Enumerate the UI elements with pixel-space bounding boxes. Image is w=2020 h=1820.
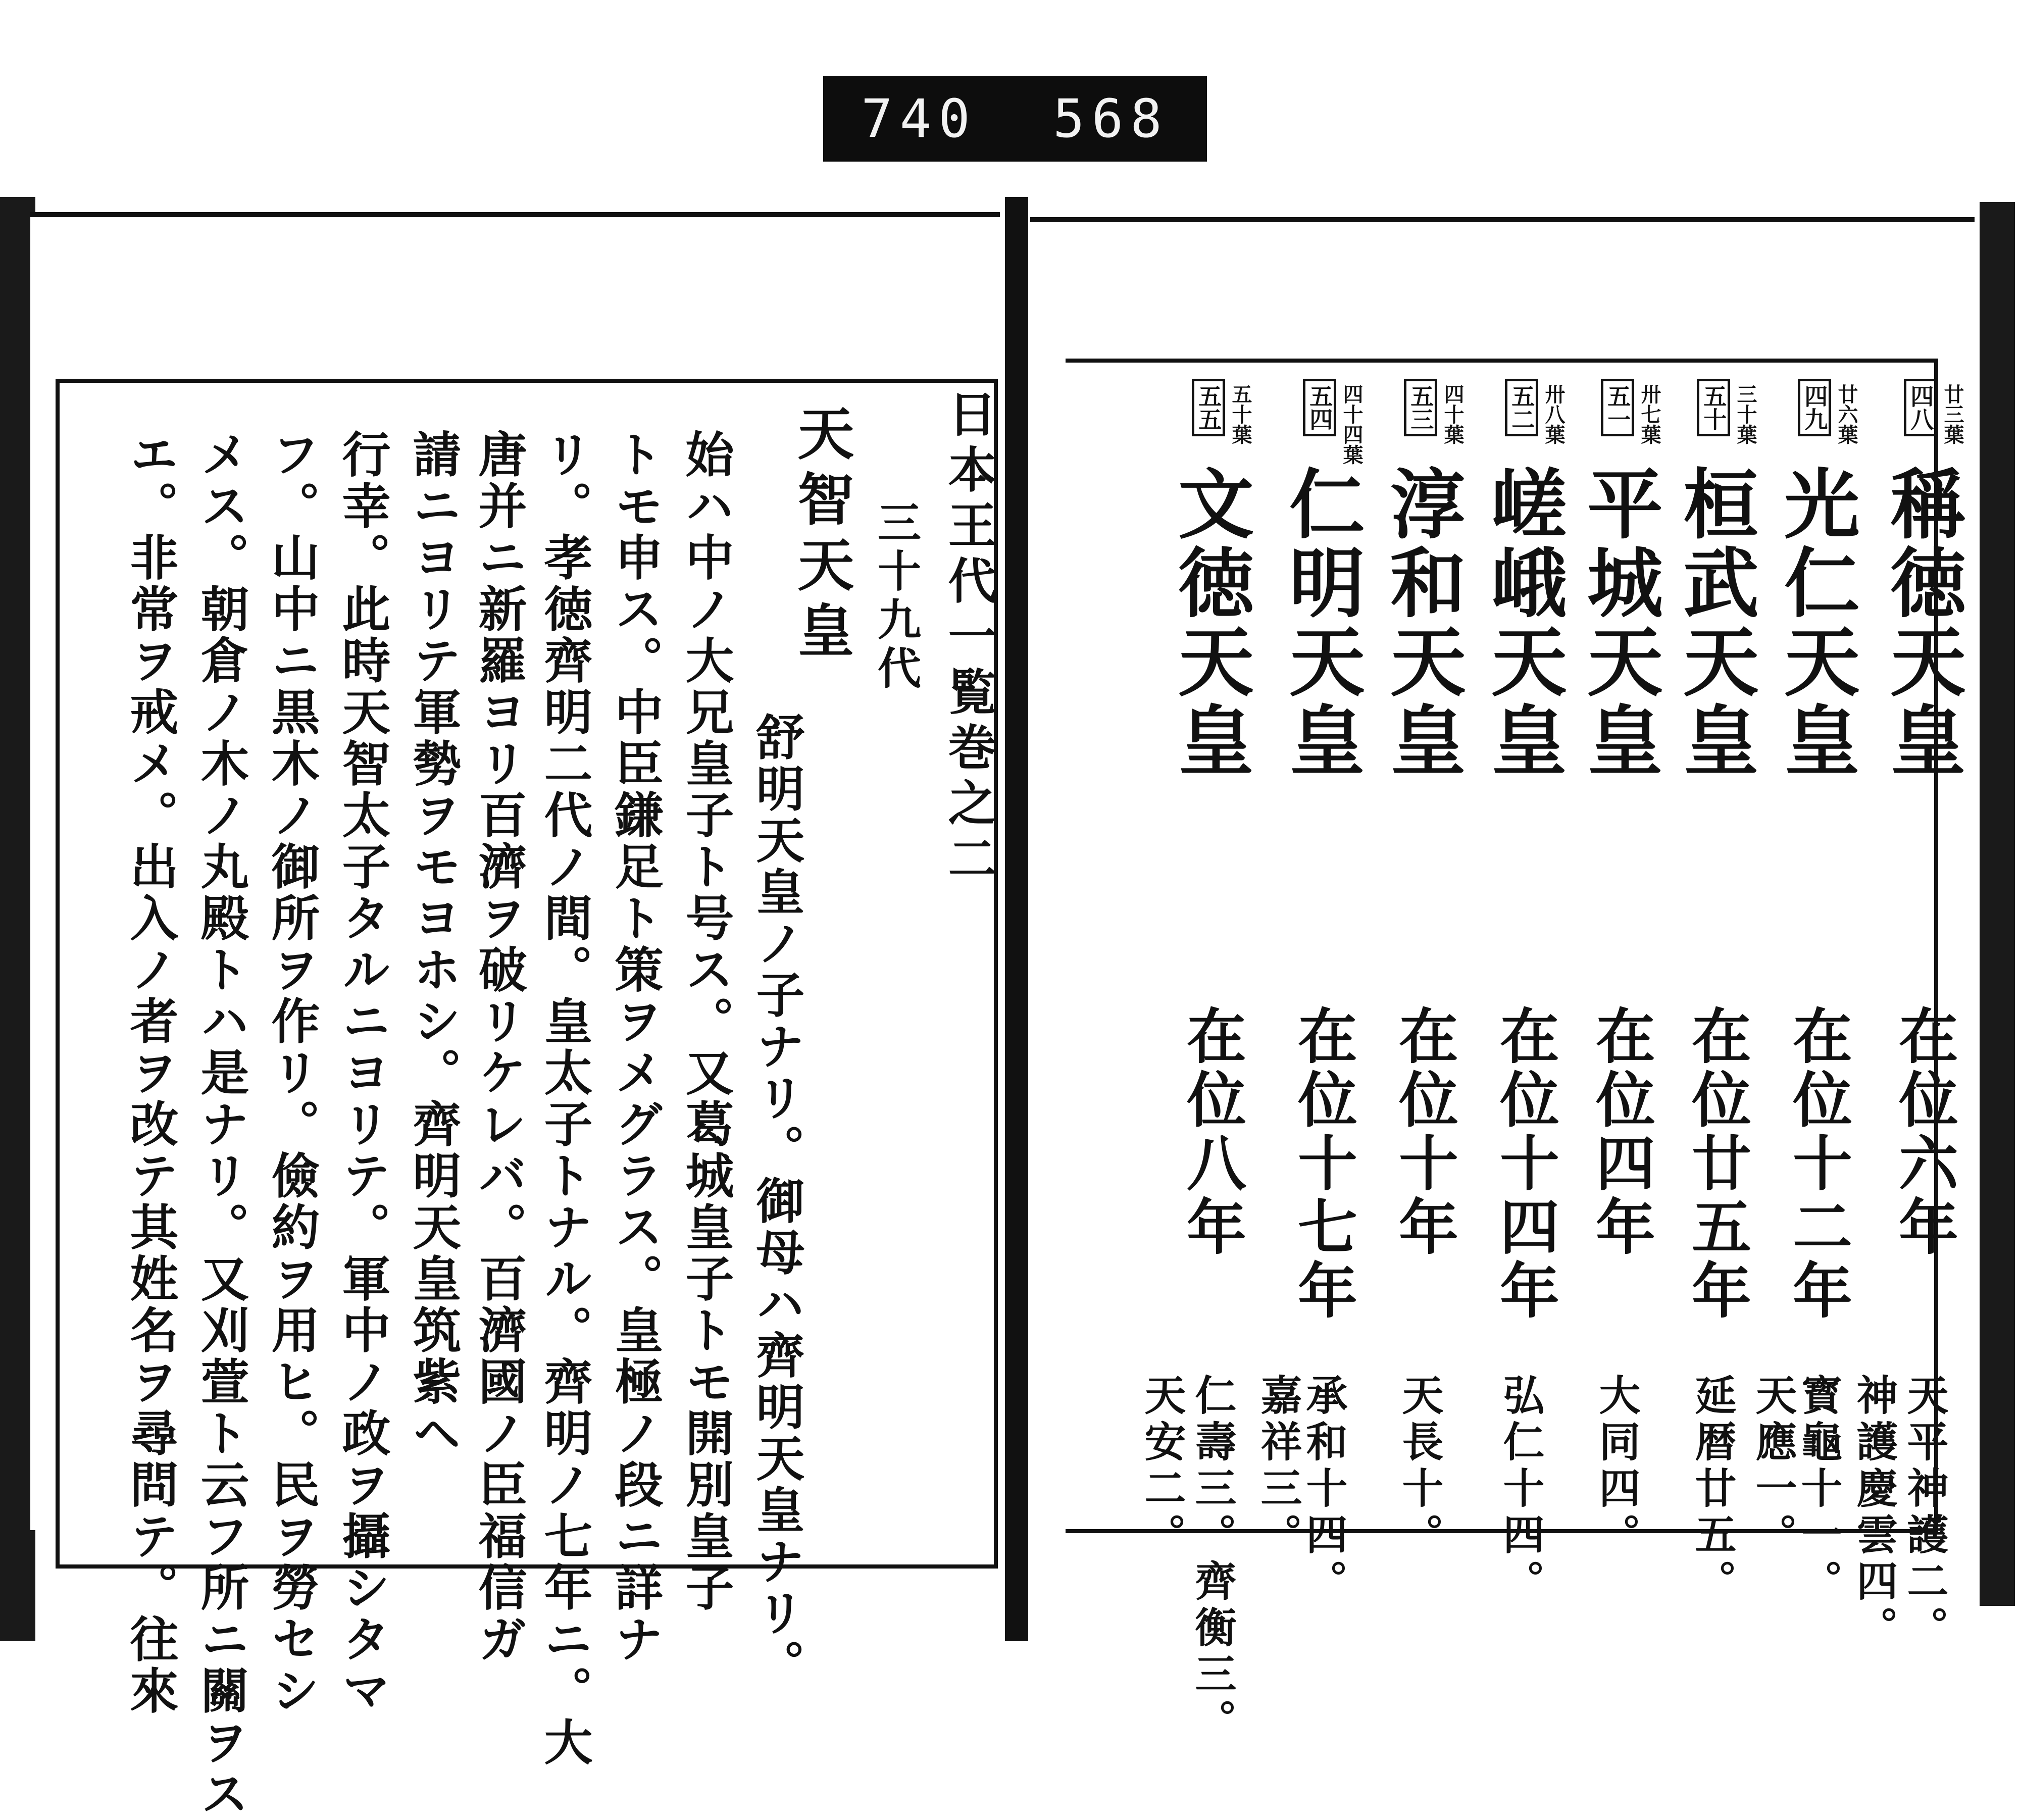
text-column: 唐并ニ新羅ヨリ百濟ヲ破リケレバ。百濟國ノ臣福信ガ	[471, 429, 528, 1665]
reign-length: 在位十七年	[1288, 1005, 1358, 1323]
generation-marker	[1697, 379, 1730, 436]
emperor-name: 嵯峨天皇	[1478, 465, 1567, 780]
generation-marker	[1904, 379, 1937, 436]
open-book	[0, 197, 2020, 1820]
leaf-reference: 五十葉	[1229, 384, 1252, 444]
generation-marker	[1404, 379, 1437, 436]
era-line: 延暦廿五。	[1688, 1374, 1737, 1606]
generation-digit: 五	[1195, 408, 1223, 431]
leaf-reference: 三十葉	[1734, 384, 1757, 444]
leaf-reference: 廿六葉	[1835, 384, 1858, 444]
leaf-reference: 卅七葉	[1638, 384, 1661, 444]
generation-digit: 一	[1604, 408, 1632, 431]
emperor-name: 淳和天皇	[1377, 465, 1466, 780]
generation-marker	[1505, 379, 1538, 436]
era-line: 寳龜十一。	[1794, 1374, 1843, 1606]
generation-digit: 四	[1306, 408, 1334, 431]
era-line: 天安二。	[1138, 1374, 1186, 1559]
reign-length: 在位六年	[1889, 1005, 1959, 1259]
generation-marker	[1601, 379, 1634, 436]
text-column: フ。山中ニ黒木ノ御所ヲ作リ。儉約ヲ用ヒ。民ヲ勞セシ	[264, 429, 321, 1717]
generation-label: 三十九代	[870, 500, 921, 694]
era-line: 天長十。	[1395, 1374, 1444, 1559]
emperor-name: 天智天皇	[788, 404, 854, 667]
emperor-name: 桓武天皇	[1670, 465, 1759, 780]
era-line: 仁壽三。齊衡三。	[1188, 1374, 1237, 1745]
generation-digit: 十	[1700, 408, 1728, 431]
generation-digit: 九	[1801, 408, 1829, 431]
text-column: 始ハ中ノ大兄皇子ト号ス。又葛城皇子トモ開別皇子	[678, 429, 735, 1614]
right-page	[1030, 217, 1975, 1745]
leaf-reference: 四十四葉	[1340, 384, 1364, 465]
generation-digit: 五	[1195, 384, 1223, 408]
emperor-name: 光仁天皇	[1771, 465, 1860, 780]
call-number-label	[823, 76, 1207, 162]
text-column: トモ申ス。中臣鎌足ト策ヲメグラス。皇極ノ段ニ詳ナ	[607, 429, 664, 1665]
emperor-name: 仁明天皇	[1276, 465, 1365, 780]
era-line: 神護慶雲四。	[1850, 1374, 1898, 1652]
call-number-part: 740	[861, 88, 977, 149]
reign-length: 在位四年	[1586, 1005, 1656, 1259]
era-line: 嘉祥三。	[1254, 1374, 1302, 1559]
generation-digit: 四	[1801, 384, 1829, 408]
text-column: エ。非常ヲ戒メ。出入ノ者ヲ改テ其姓名ヲ尋問テ。往來	[122, 429, 179, 1717]
generation-digit: 三	[1407, 408, 1435, 431]
era-line: 天平神護二。	[1900, 1374, 1949, 1652]
leaf-reference: 卅八葉	[1542, 384, 1566, 444]
reign-length: 在位十二年	[1783, 1005, 1853, 1323]
reign-length: 在位十四年	[1490, 1005, 1560, 1323]
text-column: 請ニヨリテ軍勢ヲモヨホシ。齊明天皇筑紫ヘ	[405, 429, 462, 1459]
generation-digit: 五	[1306, 384, 1334, 408]
leaf-reference: 四十葉	[1441, 384, 1464, 444]
reign-length: 在位廿五年	[1682, 1005, 1752, 1323]
generation-digit: 五	[1700, 384, 1728, 408]
generation-digit: 五	[1407, 384, 1435, 408]
text-column: 舒明天皇ノ子ナリ。御母ハ齊明天皇ナリ。	[748, 712, 805, 1691]
generation-digit: 八	[1907, 408, 1935, 431]
era-line: 大同四。	[1592, 1374, 1641, 1559]
generation-digit: 五	[1508, 384, 1536, 408]
text-column: 行幸。此時天智太子タルニヨリテ。軍中ノ政ヲ攝シタマ	[334, 429, 391, 1717]
generation-marker	[1798, 379, 1831, 436]
text-column: リ。孝徳齊明二代ノ間。皇太子トナル。齊明ノ七年ニ。大	[536, 429, 593, 1768]
generation-marker	[1303, 379, 1336, 436]
reign-length: 在位八年	[1177, 1005, 1247, 1259]
era-line: 弘仁十四。	[1496, 1374, 1545, 1606]
generation-digit: 四	[1907, 384, 1935, 408]
emperor-name: 稱徳天皇	[1877, 465, 1966, 780]
era-line: 承和十四。	[1299, 1374, 1348, 1606]
right-cover-edge	[1980, 202, 2015, 1606]
emperor-name: 平城天皇	[1574, 465, 1663, 780]
emperor-name: 文徳天皇	[1165, 465, 1254, 780]
book-spine	[1005, 197, 1028, 1641]
generation-digit: 五	[1604, 384, 1632, 408]
book-title: 日本王代一覧巻之二	[940, 389, 997, 889]
reign-length: 在位十年	[1389, 1005, 1459, 1259]
text-column: メス。朝倉ノ木ノ丸殿トハ是ナリ。又刈萱ト云フ所ニ關ヲス	[193, 429, 250, 1820]
generation-digit: 二	[1508, 408, 1536, 431]
generation-marker	[1192, 379, 1225, 436]
call-number-part: 568	[1053, 88, 1169, 149]
leaf-reference: 廿三葉	[1941, 384, 1964, 444]
era-line: 天應一。	[1749, 1374, 1797, 1559]
left-page	[30, 212, 1000, 1820]
